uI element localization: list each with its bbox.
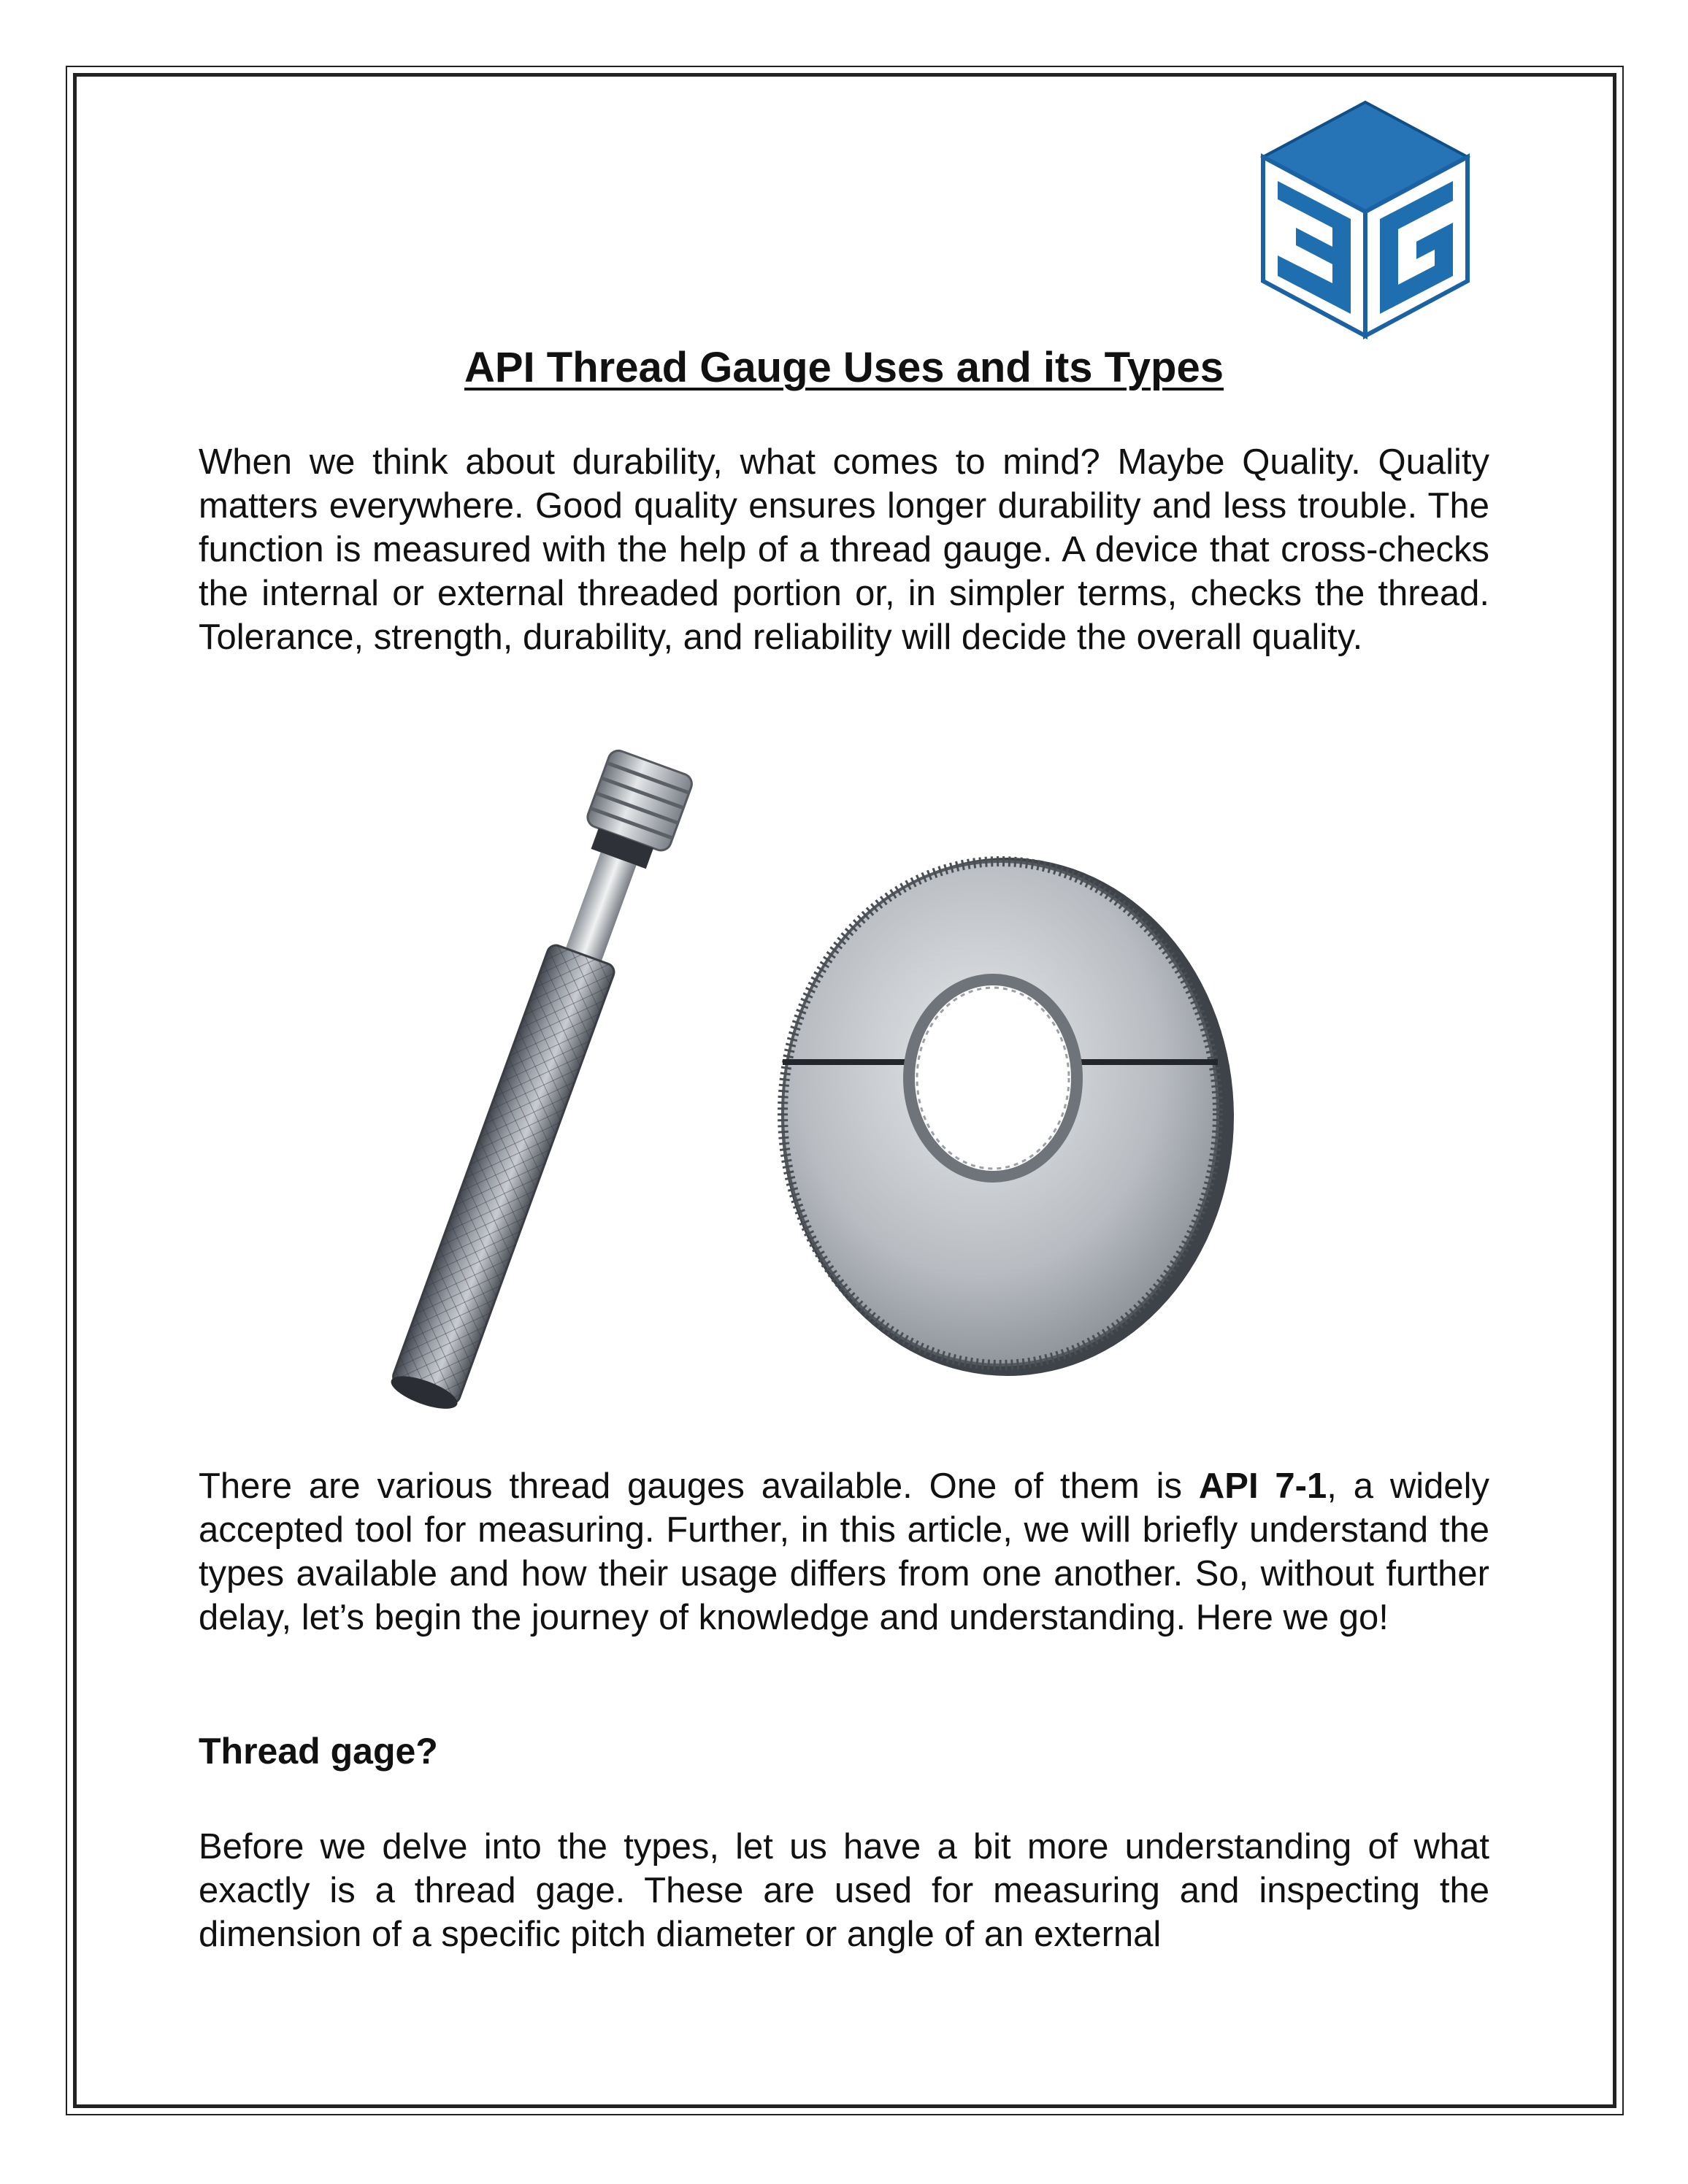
thread-plug-and-ring-gauge-photo [358,748,1380,1420]
intro-paragraph: When we think about durability, what comes to mind? Maybe Quality. Quality matters everywhere. Good quality ensures longer durability and less trouble. The function is measured with the help of a thread gauge. A device that cross-checks the internal or external threaded portion or, in simpler terms, checks the thread. Tolerance, strength, durability, and reliability will decide the overall quality. [199,442,1489,657]
types-intro-paragraph [199,1464,1489,1639]
document-title: API Thread Gauge Uses and its Types [464,344,1224,391]
paragraph-text: There are various thread gauges available. One of them is [199,1466,1199,1506]
api-7-1-term: API 7-1 [1198,1466,1327,1506]
thread-gage-paragraph: Before we delve into the types, let us have a bit more understanding of what exactly is a thread gage. These are used for measuring and inspecting the dimension of a specific pitch diameter or angle of an external [199,1827,1489,1954]
paragraph-text: , a widely accepted tool for measuring. Further, in this article, we will briefly understand the types available and how their usage differs from one another. So, without further delay, let’s begin the journey of knowledge and understanding. Here we go! [199,1466,1489,1637]
company-cube-logo-icon [1256,95,1475,343]
section-heading-thread-gage: Thread gage? [199,1731,438,1772]
